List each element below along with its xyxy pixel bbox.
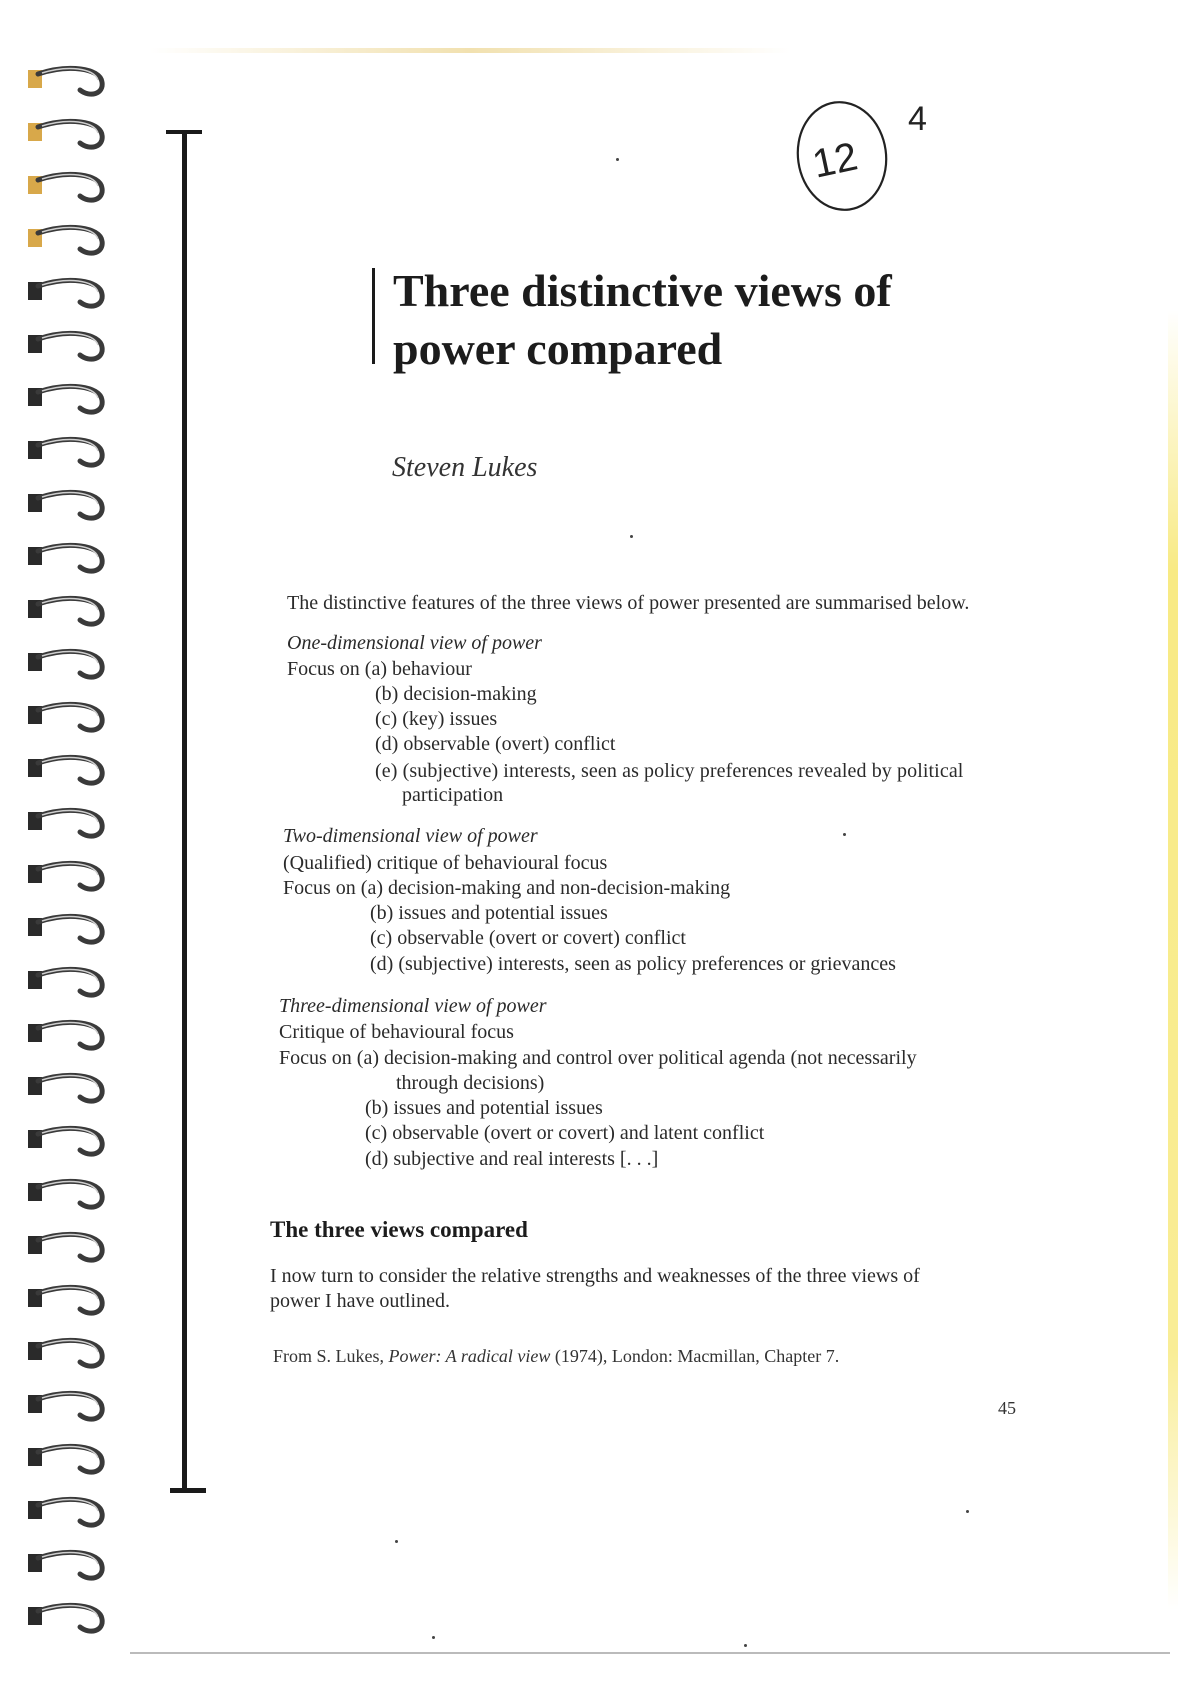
binding-coil — [38, 651, 102, 677]
three-dim-line: (b) issues and potential issues — [365, 1097, 603, 1119]
binding-coil — [38, 492, 102, 518]
binding-coil — [38, 174, 102, 200]
binding-coil — [38, 916, 102, 942]
citation-prefix: From S. Lukes, — [273, 1346, 389, 1366]
title-accent-bar — [372, 268, 375, 364]
two-dim-line: (c) observable (overt or covert) conflict — [370, 927, 686, 949]
scan-speck — [843, 833, 846, 836]
comparison-paragraph-line-2: power I have outlined. — [270, 1290, 450, 1312]
margin-rule — [182, 132, 187, 1488]
binding-coil — [38, 1075, 102, 1101]
binding-coil — [38, 439, 102, 465]
margin-rule-top-serif — [166, 130, 202, 134]
binding-coil — [38, 969, 102, 995]
binding-coil — [38, 1234, 102, 1260]
margin-rule-bottom-serif — [170, 1488, 206, 1493]
binding-coil — [38, 1340, 102, 1366]
three-dim-line: through decisions) — [396, 1072, 545, 1094]
two-dim-line: (Qualified) critique of behavioural focus — [283, 852, 608, 874]
binding-coil — [38, 1128, 102, 1154]
one-dim-line: participation — [402, 784, 504, 806]
one-dim-line: (c) (key) issues — [375, 708, 498, 730]
scan-speck — [744, 1644, 747, 1647]
intro-sentence: The distinctive features of the three views of power presented are summarised below. — [287, 592, 970, 614]
binding-coil — [38, 545, 102, 571]
three-dim-line: Focus on (a) decision-making and control over political agenda (not necessarily — [279, 1047, 917, 1069]
two-dim-line: (b) issues and potential issues — [370, 902, 608, 924]
binding-coil — [38, 1393, 102, 1419]
binding-coil — [38, 863, 102, 889]
scan-speck — [966, 1510, 969, 1513]
two-dimensional-heading: Two-dimensional view of power — [283, 825, 538, 847]
comparison-heading: The three views compared — [270, 1217, 528, 1242]
title-line-1: Three distinctive views of — [393, 265, 892, 316]
binding-coil — [38, 704, 102, 730]
binding-coil — [38, 598, 102, 624]
binding-coil — [38, 1605, 102, 1631]
scan-speck — [630, 535, 633, 538]
comparison-paragraph-line-1: I now turn to consider the relative strengths and weaknesses of the three views of — [270, 1265, 920, 1287]
binding-coil — [38, 1552, 102, 1578]
citation-work-title: Power: A radical view — [388, 1346, 551, 1366]
binding-coil — [38, 757, 102, 783]
handwritten-annotation — [790, 100, 950, 220]
page-number: 45 — [998, 1398, 1016, 1418]
binding-coil — [38, 1446, 102, 1472]
binding-coil — [38, 333, 102, 359]
page-right-edge — [1168, 310, 1178, 1610]
binding-coil — [38, 1022, 102, 1048]
one-dimensional-heading: One-dimensional view of power — [287, 632, 542, 654]
page-top-edge — [150, 48, 790, 53]
one-dim-line: (b) decision-making — [375, 683, 537, 705]
page-bottom-edge — [130, 1652, 1170, 1654]
page-title — [393, 262, 892, 378]
corner-number: 4 — [908, 100, 927, 138]
three-dim-line: Critique of behavioural focus — [279, 1021, 514, 1043]
circled-number: 12 — [808, 134, 862, 187]
two-dim-line: Focus on (a) decision-making and non-decision-making — [283, 877, 731, 899]
spiral-binding — [28, 50, 118, 1650]
three-dim-line: (c) observable (overt or covert) and latent conflict — [365, 1122, 765, 1144]
one-dim-line: (d) observable (overt) conflict — [375, 733, 616, 755]
scan-speck — [616, 158, 619, 161]
author-name: Steven Lukes — [392, 452, 538, 483]
citation-suffix: (1974), London: Macmillan, Chapter 7. — [550, 1346, 840, 1366]
scan-speck — [432, 1636, 435, 1639]
binding-coil — [38, 121, 102, 147]
one-dim-line: Focus on (a) behaviour — [287, 658, 472, 680]
three-dim-line: (d) subjective and real interests [. . .] — [365, 1148, 659, 1170]
two-dim-line: (d) (subjective) interests, seen as policy preferences or grievances — [370, 953, 896, 975]
binding-coil — [38, 68, 102, 94]
three-dimensional-heading: Three-dimensional view of power — [279, 995, 547, 1017]
binding-coil — [38, 386, 102, 412]
one-dim-line: (e) (subjective) interests, seen as policy preferences revealed by political — [375, 760, 964, 782]
binding-coil — [38, 1287, 102, 1313]
binding-coil — [38, 810, 102, 836]
binding-coil — [38, 227, 102, 253]
binding-coil — [38, 280, 102, 306]
scan-speck — [395, 1540, 398, 1543]
binding-coil — [38, 1499, 102, 1525]
title-line-2: power compared — [393, 323, 723, 374]
binding-coil — [38, 1181, 102, 1207]
source-citation — [273, 1346, 839, 1367]
